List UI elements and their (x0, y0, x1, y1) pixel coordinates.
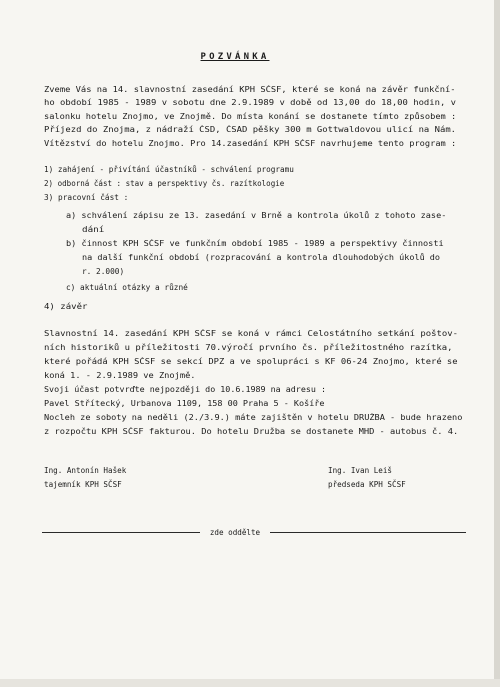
paragraph2-line: koná 1. - 2.9.1989 ve Znojmě. (44, 371, 196, 380)
paragraph2-line: Nocleh ze soboty na neděli (2./3.9.) máte zajištěn v hotelu DRUŽBA - bude hrazeno (44, 413, 463, 422)
signatory-right-name: Ing. Ivan Leiš (328, 466, 393, 475)
paragraph2-line: Pavel Střítecký, Urbanova 1109, 158 00 Praha 5 - Košíře (44, 399, 325, 408)
program-item: 4) závěr (44, 302, 88, 311)
program-subitem: c) aktuální otázky a různé (66, 283, 188, 292)
signatory-left-role: tajemník KPH SČSF (44, 480, 122, 489)
cut-line-label: zde oddělte (200, 528, 270, 537)
program-subitem: b) činnost KPH SČSF ve funkčním období 1985 - 1989 a perspektivy činnosti (66, 239, 444, 248)
program-subitem: na další funkční období (rozpracování a kontrola dlouhodobých úkolů do (82, 253, 441, 262)
paragraph2-line: z rozpočtu KPH SČSF fakturou. Do hotelu Družba se dostanete MHD - autobus č. 4. (44, 427, 459, 436)
signatory-right-role: předseda KPH SČSF (328, 480, 406, 489)
paragraph1-line: Vítězství do hotelu Znojmo. Pro 14.zasedání KPH SČSF navrhujeme tento program : (44, 139, 457, 148)
paragraph1-line: Příjezd do Znojma, z nádraží ČSD, ČSAD pěšky 300 m Gottwaldovou ulicí na Nám. (44, 125, 457, 134)
paragraph2-line: Slavnostní 14. zasedání KPH SČSF se koná v rámci Celostátního setkání poštov- (44, 329, 459, 338)
paragraph1-line: salonku hotelu Znojmo, ve Znojmě. Do místa konání se dostanete tímto způsobem : (44, 112, 457, 121)
program-subitem: a) schválení zápisu ze 13. zasedání v Brně a kontrola úkolů z tohoto zase- (66, 211, 447, 220)
signatory-left-name: Ing. Antonín Hašek (44, 466, 127, 475)
page-bottom-edge (0, 679, 500, 687)
program-subitem: dání (82, 225, 105, 234)
paragraph2-line: které pořádá KPH SČSF se sekcí DPZ a ve spolupráci s KF 06-24 Znojmo, které se (44, 357, 458, 366)
paragraph2-line: Svoji účast potvrďte nejpozději do 10.6.1989 na adresu : (44, 385, 327, 394)
program-item: 2) odborná část : stav a perspektivy čs. razítkologie (44, 179, 285, 188)
program-item: 1) zahájení - přivítání účastníků - schválení programu (44, 165, 294, 174)
document-title: POZVÁNKA (200, 52, 270, 62)
paragraph2-line: ních historiků u příležitosti 70.výročí prvního čs. příležitostného razítka, (44, 343, 453, 352)
page-edge-shadow (494, 0, 500, 687)
program-subitem: r. 2.000) (82, 267, 125, 276)
program-item: 3) pracovní část : (44, 193, 129, 202)
paragraph1-line: ho období 1985 - 1989 v sobotu dne 2.9.1989 v době od 13,00 do 18,00 hodin, v (44, 98, 457, 107)
paragraph1-line: Zveme Vás na 14. slavnostní zasedání KPH SČSF, které se koná na závěr funkční- (44, 85, 456, 94)
